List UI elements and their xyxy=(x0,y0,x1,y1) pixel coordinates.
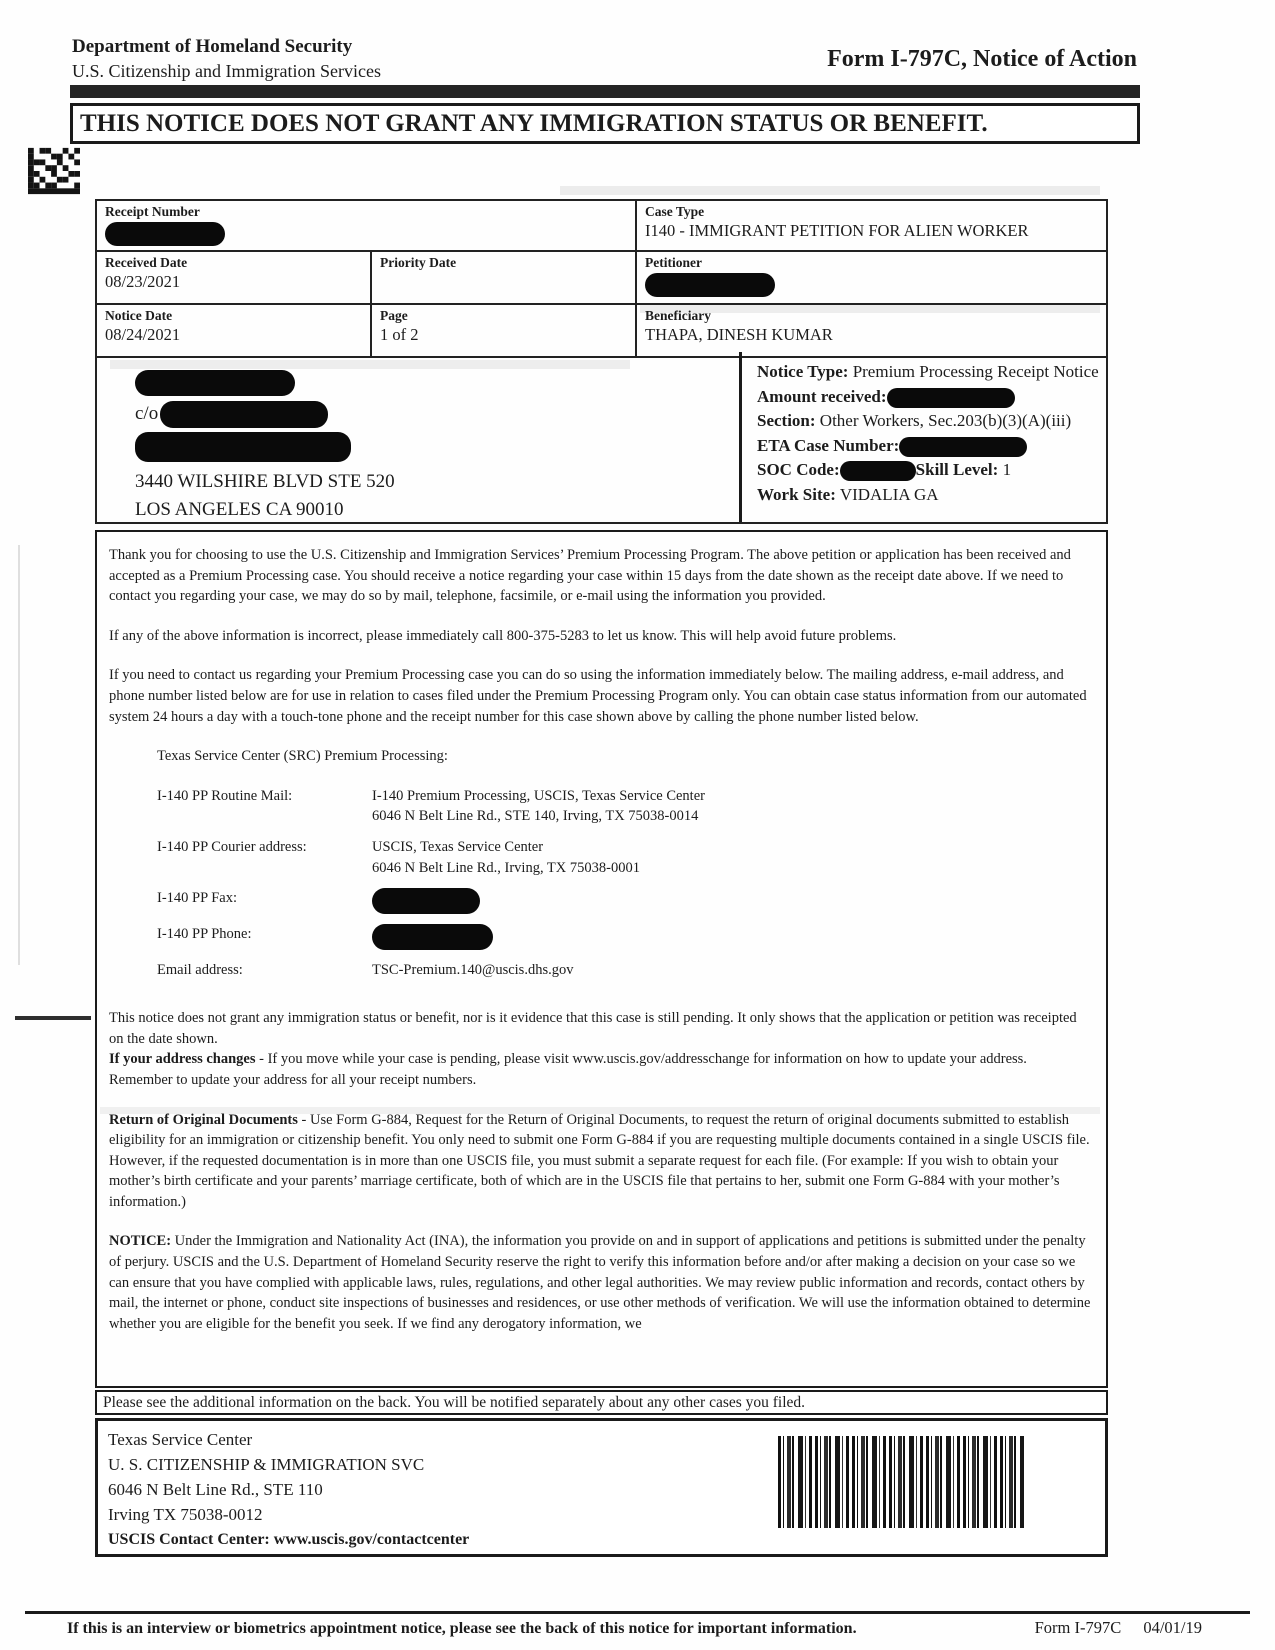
redaction-bar xyxy=(899,437,1027,457)
case-type-value: I140 - IMMIGRANT PETITION FOR ALIEN WORKER xyxy=(645,221,1029,240)
petitioner-label: Petitioner xyxy=(645,255,702,270)
back-info-note: Please see the additional information on the back. You will be notified separately about any other cases you filed. xyxy=(95,1390,1108,1415)
received-date-value: 08/23/2021 xyxy=(105,272,181,291)
case-type-label: Case Type xyxy=(645,204,705,219)
scan-artifact xyxy=(18,545,20,965)
contact-value: USCIS, Texas Service Center 6046 N Belt Line Rd., Irving, TX 75038-0001 xyxy=(372,838,640,876)
street-address: 3440 WILSHIRE BLVD STE 520 xyxy=(135,471,395,492)
contact-label: I-140 PP Courier address: xyxy=(157,838,307,855)
redaction-bar xyxy=(135,432,351,462)
return-address-block: Texas Service Center U. S. CITIZENSHIP & IMMIGRATION SVC 6046 N Belt Line Rd., STE 110 Irving TX 75038-0012 xyxy=(108,1430,425,1524)
notice-type-line xyxy=(757,360,1119,385)
form-ref-date: 04/01/19 xyxy=(1143,1618,1202,1637)
notice-type-label: Notice Type: xyxy=(757,362,849,381)
notice-date-value: 08/24/2021 xyxy=(105,325,181,344)
address-change-paragraph: If your address changes - If you move while your case is pending, please visit www.uscis.gov/addresschange for information on how to update your address. Remember to update your address for all your receipt numbers. xyxy=(109,1051,1027,1088)
header-divider-bar xyxy=(70,85,1140,98)
return-documents-paragraph: Return of Original Documents - Use Form G-884, Request for the Return of Original Documents, to request the return of original documents submitted to establish eligibility for an immigration or citizenship benefit. You only need to submit one Form G-884 if you are requesting multiple documents contained in a single USCIS file. However, if the requested documentation is in more than one USCIS file, you must submit a separate request for each file. (For example: If you wish to obtain your mother’s birth certificate and your parents’ marriage certificate, both of which are in the USCIS file that pertains to her, submit one Form G-884 with your mother’s information.) xyxy=(109,1111,1090,1210)
return-documents-lead: Return of Original Documents xyxy=(109,1111,298,1128)
table-row xyxy=(97,252,1106,305)
no-benefit-banner: THIS NOTICE DOES NOT GRANT ANY IMMIGRATION STATUS OR BENEFIT. xyxy=(70,103,1140,144)
notice-date-cell xyxy=(97,305,372,356)
city-state-zip: LOS ANGELES CA 90010 xyxy=(135,499,344,520)
section-label: Section: xyxy=(757,411,816,430)
bottom-note: If this is an interview or biometrics appointment notice, please see the back of this notice for important information. xyxy=(67,1620,857,1637)
work-site-value: VIDALIA GA xyxy=(839,484,939,504)
contact-label: I-140 PP Routine Mail: xyxy=(157,787,293,804)
redaction-bar xyxy=(840,461,916,481)
service-center-mailer-box xyxy=(95,1418,1108,1557)
footer-rule xyxy=(25,1611,1250,1614)
contact-row-email xyxy=(157,960,1094,984)
priority-date-cell xyxy=(372,252,637,303)
received-date-label: Received Date xyxy=(105,255,188,270)
beneficiary-value: THAPA, DINESH KUMAR xyxy=(645,325,833,344)
body-paragraph: Thank you for choosing to use the U.S. Citizenship and Immigration Services’ Premium Processing Program. The above petition or application has been received and accepted as a Premium Processing case. You should receive a notice regarding your case within 15 days from the date shown as the receipt date above. If we need to contact you regarding your case, we may do so by mail, telephone, facsimile, or e-mail using the information you provided. xyxy=(109,547,1071,605)
notice-date-label: Notice Date xyxy=(105,308,173,323)
body-paragraph: This notice does not grant any immigration status or benefit, nor is it evidence that this case is still pending. It only shows that the application or petition was receipted on the date shown. xyxy=(109,1010,1077,1047)
redaction-bar xyxy=(645,273,775,297)
contact-value xyxy=(372,888,480,914)
agency-name: Department of Homeland Security xyxy=(72,36,353,57)
mailing-address-block xyxy=(135,368,395,524)
page-cell xyxy=(372,305,637,356)
contact-center-label: USCIS Contact Center: xyxy=(108,1531,270,1548)
scan-artifact xyxy=(560,186,1100,195)
page-value: 1 of 2 xyxy=(380,325,419,344)
agency-header xyxy=(72,36,381,82)
redaction-bar xyxy=(105,222,225,246)
datamatrix-barcode-icon xyxy=(28,147,80,200)
mail-barcode-icon xyxy=(778,1436,1024,1528)
body-paragraph: If you need to contact us regarding your Premium Processing case you can do so using the information immediately below. The mailing address, e-mail address, and phone number listed below are for use in relation to cases filed under the Premium Processing Program only. You can obtain case status information from our automated system 24 hours a day with a touch-tone phone and the receipt number for this case shown above by calling the phone number listed below. xyxy=(109,667,1087,725)
vertical-divider xyxy=(739,352,742,522)
contact-label: I-140 PP Fax: xyxy=(157,890,238,907)
form-reference xyxy=(1035,1618,1202,1638)
receipt-number-cell xyxy=(97,201,637,250)
skill-level-value: 1 xyxy=(1002,460,1012,479)
receipt-number-label: Receipt Number xyxy=(105,204,200,219)
notice-ina-paragraph: NOTICE: Under the Immigration and Nationality Act (INA), the information you provide on and in support of applications and petitions is submitted under the penalty of perjury. USCIS and the U.S. Department of Homeland Security reserve the right to verify this information before and/or after making a decision on your case so we can ensure that you have complied with applicable laws, rules, regulations, and other legal authorities. We may review public information and records, contact others by mail, the internet or phone, conduct site inspections of businesses and residences, or use other methods of verification. We will use the information obtained to determine whether you are eligible for the benefit you seek. If we find any derogatory information, we xyxy=(109,1233,1091,1332)
section-value: Other Workers, Sec.203(b)(3)(A)(iii) xyxy=(819,411,1072,430)
petitioner-cell xyxy=(637,252,1106,303)
eta-case-number-line xyxy=(757,434,1119,459)
soc-code-label: SOC Code: xyxy=(757,460,840,479)
contact-value: I-140 Premium Processing, USCIS, Texas Service Center 6046 N Belt Line Rd., STE 140, Irving, TX 75038-0014 xyxy=(372,787,705,825)
redaction-bar xyxy=(135,370,295,396)
notice-details-block xyxy=(757,360,1119,507)
contact-value xyxy=(372,924,493,950)
address-change-lead: If your address changes xyxy=(109,1051,256,1068)
amount-received-line xyxy=(757,385,1119,410)
redaction-bar xyxy=(160,401,328,428)
service-center-heading: Texas Service Center (SRC) Premium Processing: xyxy=(157,748,448,765)
amount-received-label: Amount received: xyxy=(757,386,887,406)
page-label: Page xyxy=(380,308,408,323)
received-date-cell xyxy=(97,252,372,303)
work-site-line xyxy=(757,483,1119,508)
contact-row-phone xyxy=(157,924,1094,950)
care-of-label: c/o xyxy=(135,403,159,424)
redaction-bar xyxy=(372,888,480,914)
contact-center-line xyxy=(108,1531,469,1549)
soc-code-line xyxy=(757,458,1119,483)
notice-type-value: Premium Processing Receipt Notice xyxy=(852,362,1099,381)
contact-label: Email address: xyxy=(157,962,243,979)
table-row xyxy=(97,201,1106,252)
table-row xyxy=(97,305,1106,356)
notice-body xyxy=(95,530,1108,1388)
contact-value: TSC-Premium.140@uscis.dhs.gov xyxy=(372,962,574,979)
body-paragraph: If any of the above information is incorrect, please immediately call 800-375-5283 to let us know. This will help avoid future problems. xyxy=(109,627,897,644)
eta-case-number-label: ETA Case Number: xyxy=(757,435,900,455)
address-and-notice-box xyxy=(95,352,1108,524)
notice-ina-lead: NOTICE: xyxy=(109,1233,172,1250)
form-title: Form I-797C, Notice of Action xyxy=(827,46,1137,72)
margin-dash xyxy=(15,1016,91,1020)
agency-subname: U.S. Citizenship and Immigration Services xyxy=(72,61,381,81)
work-site-label: Work Site: xyxy=(757,484,836,504)
footer-line xyxy=(67,1618,1202,1638)
section-line xyxy=(757,409,1119,434)
status-disclaimer-block xyxy=(109,1008,1094,1090)
beneficiary-label: Beneficiary xyxy=(645,308,711,323)
contact-center-url: www.uscis.gov/contactcenter xyxy=(273,1531,470,1548)
form-ref-number: Form I-797C xyxy=(1034,1618,1122,1637)
redaction-bar xyxy=(887,388,1015,408)
contact-row-fax xyxy=(157,888,1094,914)
redaction-bar xyxy=(372,924,493,950)
priority-date-label: Priority Date xyxy=(380,255,457,270)
contact-row-routine-mail xyxy=(157,786,1094,827)
beneficiary-cell xyxy=(637,305,1106,356)
case-type-cell xyxy=(637,201,1106,250)
contact-label: I-140 PP Phone: xyxy=(157,926,252,943)
receipt-info-table xyxy=(95,199,1108,358)
contact-row-courier xyxy=(157,837,1094,878)
skill-level-label: Skill Level: xyxy=(915,460,999,479)
